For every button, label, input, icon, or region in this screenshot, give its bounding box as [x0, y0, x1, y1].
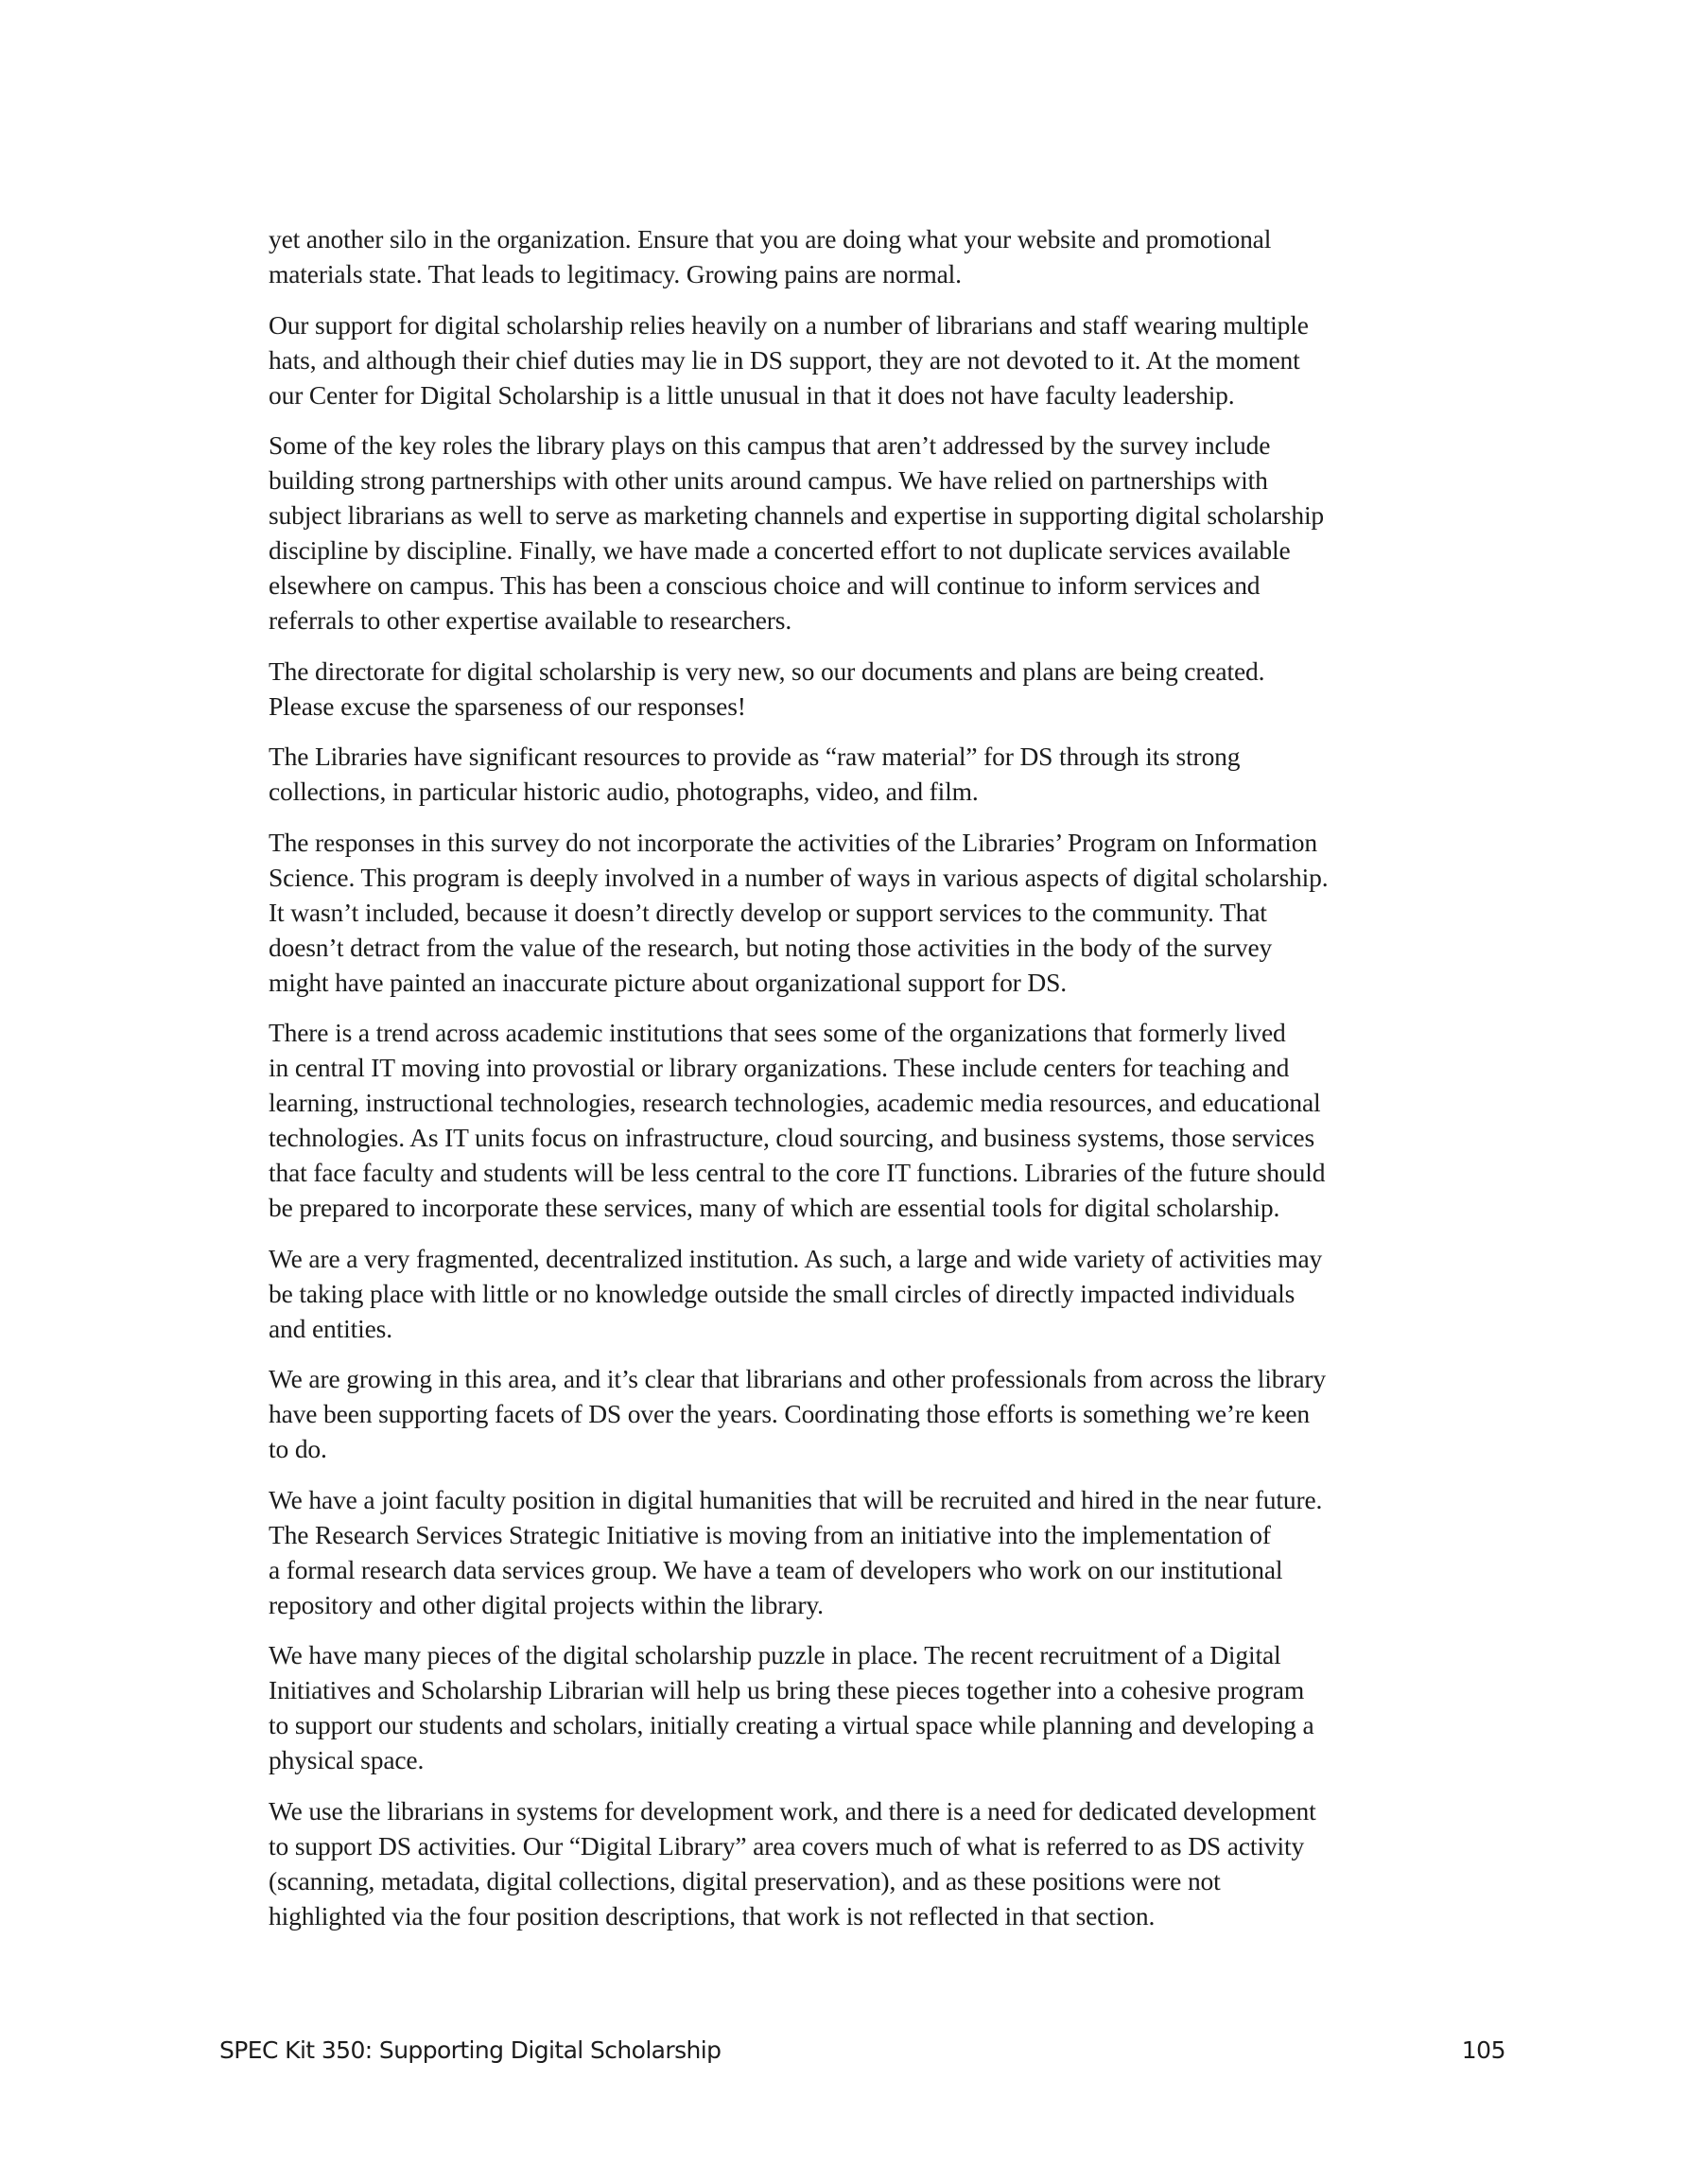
page-number: 105: [1461, 2036, 1505, 2064]
text-line: in central IT moving into provostial or library organizations. These include centers for teaching and: [269, 1053, 1290, 1082]
paragraph-11: [269, 1637, 1488, 1777]
text-line: Initiatives and Scholarship Librarian will help us bring these pieces together into a cohesive program: [269, 1675, 1305, 1704]
text-line: to do.: [269, 1434, 327, 1463]
paragraph-1: [269, 221, 1488, 291]
text-line: referrals to other expertise available to researchers.: [269, 605, 792, 635]
text-line: physical space.: [269, 1745, 425, 1774]
text-line: We have a joint faculty position in digital humanities that will be recruited and hired in the near future.: [269, 1484, 1323, 1514]
text-line: highlighted via the four position descriptions, that work is not reflected in that section.: [269, 1900, 1156, 1931]
text-line: The Libraries have significant resources to provide as “raw material” for DS through its strong: [269, 742, 1241, 771]
text-line: collections, in particular historic audio, photographs, video, and film.: [269, 777, 979, 806]
paragraph-4: [269, 654, 1488, 724]
text-line: repository and other digital projects within the library.: [269, 1589, 824, 1619]
page-footer: [219, 2034, 1505, 2068]
text-line: our Center for Digital Scholarship is a little unusual in that it does not have faculty leadership.: [269, 379, 1235, 410]
text-line: subject librarians as well to serve as marketing channels and expertise in supporting digital scholarship: [269, 500, 1325, 530]
text-line: that face faculty and students will be less central to the core IT functions. Libraries of the future should: [269, 1158, 1326, 1187]
text-line: yet another silo in the organization. Ensure that you are doing what your website and promotional: [269, 224, 1272, 253]
paragraph-9: [269, 1361, 1488, 1466]
text-line: We are a very fragmented, decentralized institution. As such, a large and wide variety of activities may: [269, 1243, 1323, 1273]
paragraph-10: [269, 1482, 1488, 1622]
text-line: The responses in this survey do not incorporate the activities of the Libraries’ Program on Information: [269, 827, 1317, 857]
paragraph-3: [269, 428, 1488, 638]
text-line: It wasn’t included, because it doesn’t directly develop or support services to the community. That: [269, 897, 1267, 927]
text-line: a formal research data services group. We have a team of developers who work on our institutional: [269, 1554, 1283, 1584]
text-line: The directorate for digital scholarship is very new, so our documents and plans are being created.: [269, 655, 1265, 686]
text-line: The Research Services Strategic Initiative is moving from an initiative into the implementation of: [269, 1519, 1271, 1549]
text-line: materials state. That leads to legitimacy. Growing pains are normal.: [269, 259, 962, 288]
text-line: Some of the key roles the library plays on this campus that aren’t addressed by the survey include: [269, 430, 1271, 460]
text-line: might have painted an inaccurate picture about organizational support for DS.: [269, 967, 1067, 997]
text-line: to support DS activities. Our “Digital Library” area covers much of what is referred to as DS activity: [269, 1830, 1305, 1861]
text-line: learning, instructional technologies, research technologies, academic media resources, and educational: [269, 1088, 1321, 1117]
text-line: building strong partnerships with other units around campus. We have relied on partnerships with: [269, 465, 1268, 495]
text-line: There is a trend across academic institutions that sees some of the organizations that formerly lived: [269, 1018, 1286, 1047]
text-line: be taking place with little or no knowledge outside the small circles of directly impacted individuals: [269, 1278, 1296, 1308]
text-line: (scanning, metadata, digital collections, digital preservation), and as these positions were not: [269, 1865, 1221, 1896]
text-line: discipline by discipline. Finally, we have made a concerted effort to not duplicate services available: [269, 535, 1291, 565]
text-line: We have many pieces of the digital scholarship puzzle in place. The recent recruitment of a Digital: [269, 1640, 1281, 1669]
text-line: doesn’t detract from the value of the research, but noting those activities in the body of the survey: [269, 932, 1273, 962]
body-text: [269, 221, 1488, 1948]
text-line: be prepared to incorporate these services, many of which are essential tools for digital scholarship.: [269, 1193, 1280, 1222]
paragraph-12: [269, 1793, 1488, 1933]
text-line: to support our students and scholars, initially creating a virtual space while planning and developing a: [269, 1710, 1314, 1739]
text-line: hats, and although their chief duties may lie in DS support, they are not devoted to it. At the moment: [269, 344, 1300, 375]
paragraph-2: [269, 307, 1488, 412]
text-line: elsewhere on campus. This has been a conscious choice and will continue to inform services and: [269, 570, 1261, 600]
paragraph-8: [269, 1241, 1488, 1346]
paragraph-5: [269, 739, 1488, 809]
text-line: technologies. As IT units focus on infrastructure, cloud sourcing, and business systems, those services: [269, 1123, 1315, 1152]
text-line: Our support for digital scholarship relies heavily on a number of librarians and staff wearing multiple: [269, 309, 1309, 340]
text-line: and entities.: [269, 1313, 392, 1343]
paragraph-6: [269, 825, 1488, 1000]
text-line: Science. This program is deeply involved in a number of ways in various aspects of digital scholarship.: [269, 862, 1329, 892]
footer-publication-title: SPEC Kit 350: Supporting Digital Scholarship: [219, 2036, 722, 2064]
paragraph-7: [269, 1015, 1488, 1225]
text-line: Please excuse the sparseness of our responses!: [269, 690, 746, 721]
text-line: We are growing in this area, and it’s clear that librarians and other professionals from across the library: [269, 1364, 1327, 1393]
text-line: We use the librarians in systems for development work, and there is a need for dedicated development: [269, 1795, 1316, 1826]
text-line: have been supporting facets of DS over the years. Coordinating those efforts is something we’re keen: [269, 1399, 1310, 1428]
